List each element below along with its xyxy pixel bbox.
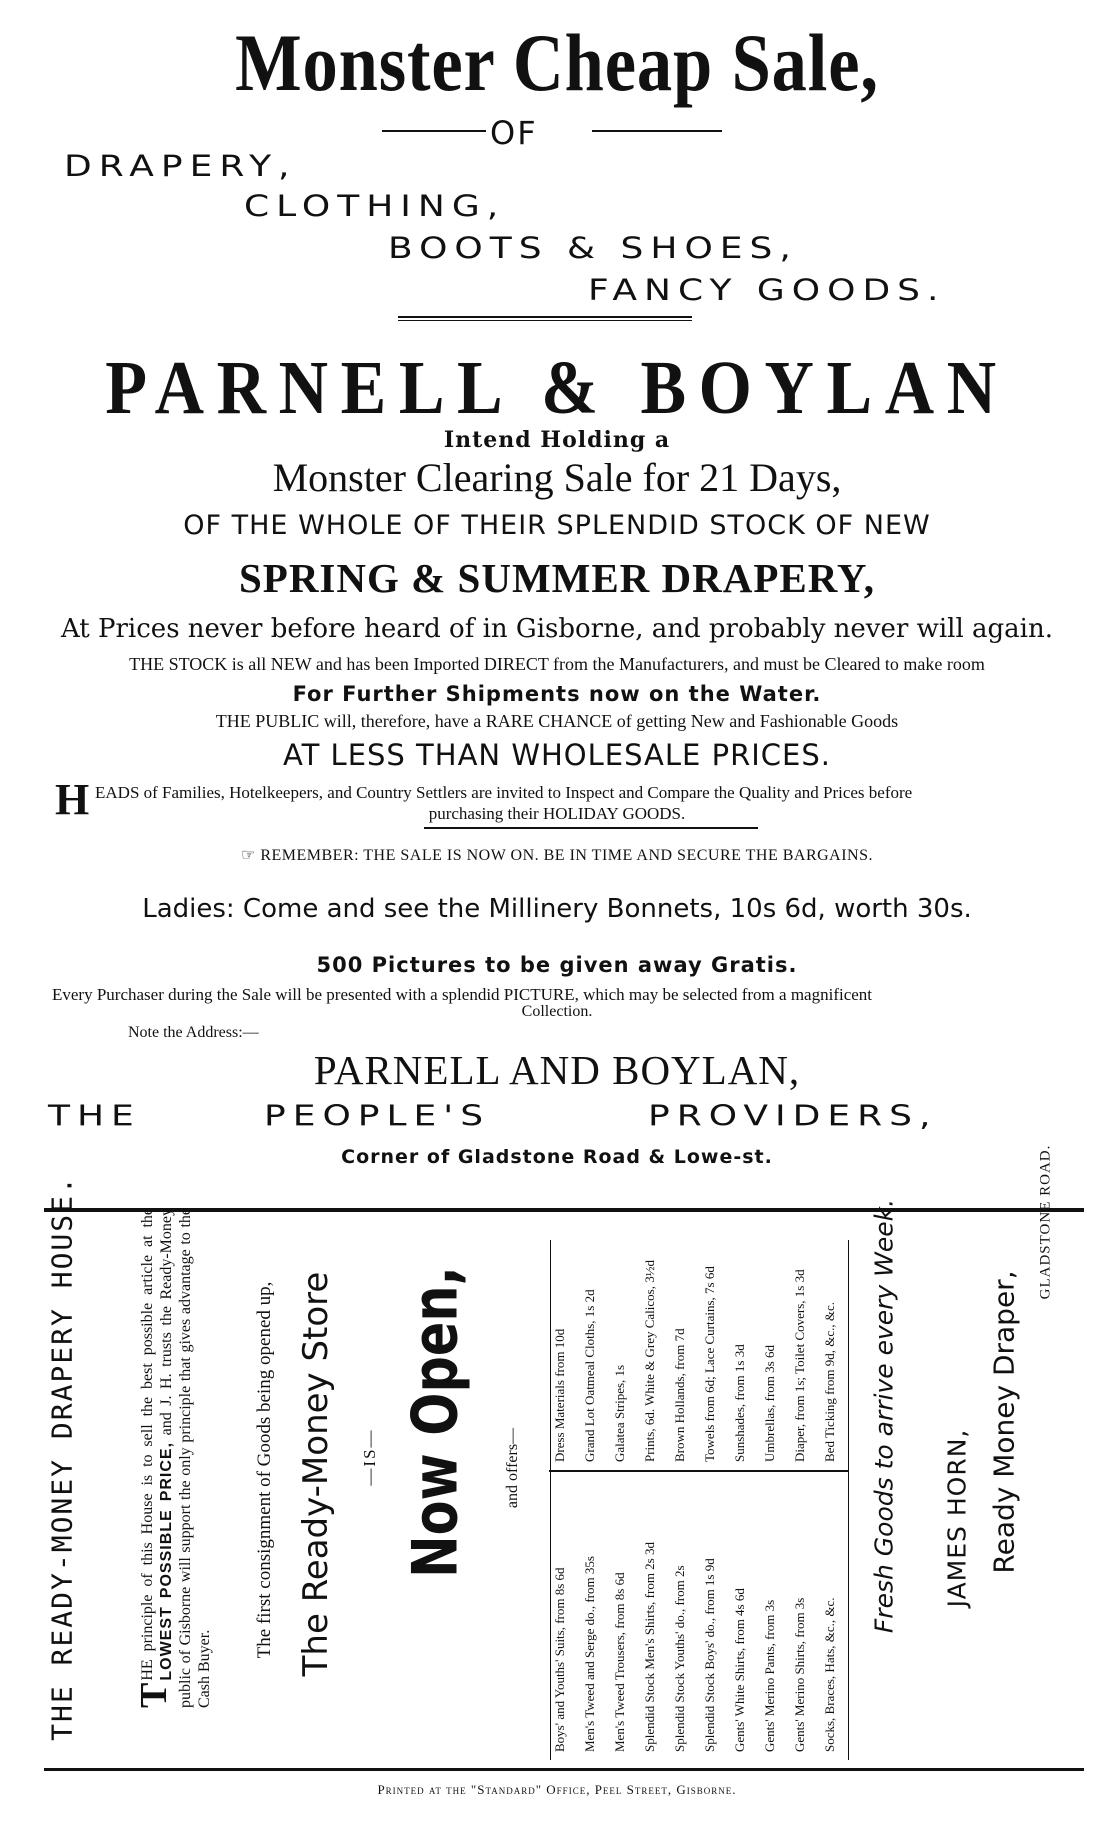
goods-right-item: Galatea Stripes, 1s — [612, 1364, 627, 1462]
now-open-heading: Now Open, — [398, 1266, 472, 1578]
rule-right — [592, 130, 722, 132]
goods-line-drapery: DRAPERY, — [64, 150, 297, 184]
proprietor-location: GLADSTONE ROAD. — [1037, 1144, 1054, 1300]
goods-right-item: Diaper, from 1s; Toilet Covers, 1s 3d — [792, 1269, 807, 1462]
ready-money-house-title: THE READY-MONEY DRAPERY HOUSE. — [45, 1175, 79, 1741]
remember-line: ☞ REMEMBER: THE SALE IS NOW ON. BE IN TIME AND SECURE THE BARGAINS. — [240, 847, 873, 864]
whole-stock-line: OF THE WHOLE OF THEIR SPLENDID STOCK OF NEW — [183, 510, 931, 541]
goods-line-fancy: FANCY GOODS. — [588, 274, 946, 308]
footer-divider — [44, 1768, 1084, 1771]
is-line: —IS— — [360, 1428, 379, 1486]
principle-initial: T — [133, 1682, 175, 1708]
divider-heads — [424, 827, 758, 829]
headline-title: Monster Cheap Sale, — [235, 17, 879, 108]
ladies-line: Ladies: Come and see the Millinery Bonnets, 10s 6d, worth 30s. — [142, 894, 972, 924]
heads-line-2: purchasing their HOLIDAY GOODS. — [428, 804, 686, 823]
consignment-line: The first consignment of Goods being opened up, — [254, 1281, 275, 1659]
goods-left-item: Gents' White Shirts, from 4s 6d — [732, 1588, 747, 1752]
principle-bold: LOWEST POSSIBLE PRICE, — [158, 1441, 175, 1681]
corner-address: Corner of Gladstone Road & Lowe-st. — [341, 1146, 773, 1168]
providers-word-2: PEOPLE'S — [264, 1100, 491, 1133]
goods-right-item: Brown Hollands, from 7d — [672, 1328, 687, 1462]
goods-left-item: Socks, Braces, Hats, &c., &c. — [822, 1597, 837, 1752]
divider-double-top — [398, 316, 692, 318]
goods-left-item: Gents' Merino Shirts, from 3s — [792, 1597, 807, 1752]
principle-text-a: HE principle of this House is to sell the best possible article at the — [139, 1208, 156, 1681]
proprietor-name: JAMES HORN, — [942, 1428, 972, 1608]
goods-right-item: Towels from 6d; Lace Curtains, 7s 6d — [702, 1266, 717, 1462]
heads-initial: H — [55, 775, 90, 824]
heads-line-1: EADS of Families, Hotelkeepers, and Country Settlers are invited to Inspect and Compare the Quality and Prices before — [95, 783, 913, 802]
purchaser-line-2: Collection. — [521, 1003, 593, 1020]
proprietor-title: Ready Money Draper, — [987, 1270, 1021, 1574]
monster-sale-line: Monster Clearing Sale for 21 Days, — [272, 455, 842, 500]
fresh-goods-line: Fresh Goods to arrive every Week. — [869, 1198, 899, 1634]
goods-left-item: Boys' and Youths' Suits, from 8s 6d — [552, 1567, 567, 1752]
goods-right-item: Grand Lot Oatmeal Cloths, 1s 2d — [582, 1289, 597, 1462]
spring-summer-line: SPRING & SUMMER DRAPERY, — [238, 555, 876, 601]
providers-word-1: THE — [48, 1100, 141, 1133]
goods-rule-middle — [549, 1470, 849, 1472]
goods-rule-right — [848, 1240, 849, 1760]
note-address: Note the Address:— — [128, 1024, 259, 1041]
goods-line-boots: BOOTS & SHOES, — [388, 232, 798, 266]
goods-right-item: Dress Materials from 10d — [552, 1328, 567, 1462]
offers-line: and offers— — [504, 1427, 521, 1509]
goods-left-item: Men's Tweed and Serge do., from 35s — [582, 1556, 597, 1752]
goods-right-item: Prints, 6d. White & Grey Calicos, 3½d — [642, 1260, 657, 1462]
firm-name: PARNELL & BOYLAN — [105, 346, 1009, 430]
purchaser-line-1: Every Purchaser during the Sale will be presented with a splendid PICTURE, which may be selected from a magnificent — [52, 985, 873, 1004]
intend-line: Intend Holding a — [443, 427, 671, 453]
printer-imprint: Printed at the "Standard" Office, Peel Street, Gisborne. — [377, 1782, 737, 1797]
principle-paragraph — [133, 1207, 214, 1708]
goods-right-item: Bed Ticking from 9d, &c., &c. — [822, 1302, 837, 1462]
goods-right-item: Sunshades, from 1s 3d — [732, 1344, 747, 1462]
goods-left-item: Splendid Stock Boys' do., from 1s 9d — [702, 1558, 717, 1752]
wholesale-line: AT LESS THAN WHOLESALE PRICES. — [283, 738, 831, 772]
divider-double-bottom — [398, 320, 692, 321]
public-line: THE PUBLIC will, therefore, have a RARE CHANCE of getting New and Fashionable Goods — [215, 711, 899, 731]
goods-line-clothing: CLOTHING, — [244, 190, 506, 224]
rule-left — [382, 130, 486, 132]
goods-left-item: Gents' Merino Pants, from 3s — [762, 1599, 777, 1752]
further-shipments-line: For Further Shipments now on the Water. — [292, 682, 822, 706]
pictures-line: 500 Pictures to be given away Gratis. — [316, 953, 798, 977]
principle-text-b: and J. H. trusts the Ready-Money public of Gisborne will support the only principle that gives advantage to the Cash Buyer. — [158, 1207, 213, 1708]
goods-right-item: Umbrellas, from 3s 6d — [762, 1345, 777, 1462]
prices-line: At Prices never before heard of in Gisborne, and probably never will again. — [60, 614, 1054, 644]
address-firm-name: PARNELL AND BOYLAN, — [313, 1047, 801, 1093]
providers-word-3: PROVIDERS, — [648, 1100, 938, 1133]
store-name: The Ready-Money Store — [296, 1271, 336, 1677]
goods-left-item: Men's Tweed Trousers, from 8s 6d — [612, 1572, 627, 1752]
headline-of: OF — [490, 114, 538, 152]
goods-left-item: Splendid Stock Men's Shirts, from 2s 3d — [642, 1542, 657, 1752]
goods-rule-left — [550, 1240, 551, 1760]
goods-left-item: Splendid Stock Youths' do., from 2s — [672, 1565, 687, 1752]
stock-line: THE STOCK is all NEW and has been Imported DIRECT from the Manufacturers, and must be Cleared to make room — [129, 654, 985, 674]
